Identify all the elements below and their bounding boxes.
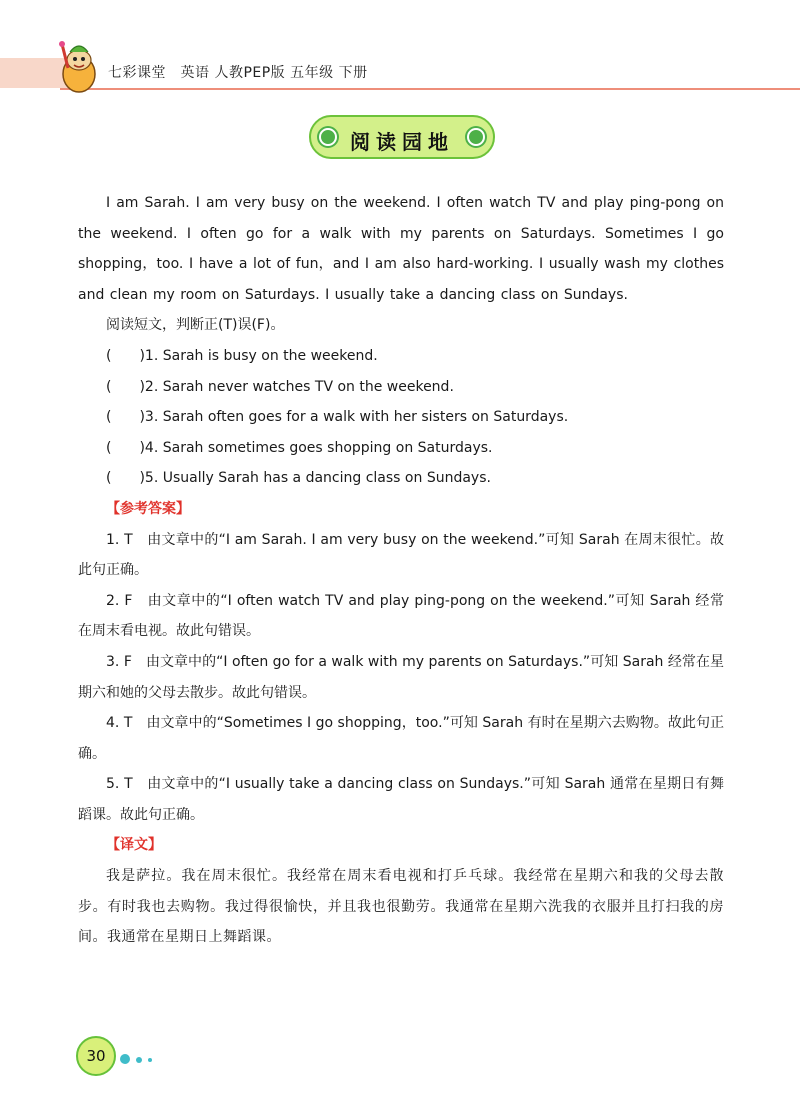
section-title: 阅读园地 <box>350 130 454 154</box>
answer-4: 4. T 由文章中的“Sometimes I go shopping，too.”可知 Sarah 有时在星期六去购物。故此句正确。 <box>78 715 724 762</box>
question-3: ( )3. Sarah often goes for a walk with her sisters on Saturdays. <box>106 409 569 426</box>
instruction: 阅读短文，判断正(T)误(F)。 <box>106 317 285 334</box>
footer-dot-icon <box>148 1058 152 1062</box>
banner-dot-right-icon <box>467 128 485 146</box>
answer-heading: 【参考答案】 <box>106 500 190 517</box>
question-4: ( )4. Sarah sometimes goes shopping on Saturdays. <box>106 439 493 456</box>
main-content <box>78 188 724 953</box>
question-2: ( )2. Sarah never watches TV on the weekend. <box>106 378 454 395</box>
header-title: 七彩课堂 英语 人教PEP版 五年级 下册 <box>108 65 368 81</box>
section-banner <box>309 115 495 159</box>
footer-dot-icon <box>136 1057 142 1063</box>
footer-dot-icon <box>120 1054 130 1064</box>
answer-2: 2. F 由文章中的“I often watch TV and play ping-pong on the weekend.”可知 Sarah 经常在周末看电视。故此句错误。 <box>78 592 724 640</box>
question-5: ( )5. Usually Sarah has a dancing class on Sundays. <box>106 470 491 487</box>
page-number: 30 <box>76 1036 116 1076</box>
translation-heading: 【译文】 <box>106 837 162 854</box>
mascot-icon <box>54 38 104 96</box>
header-rule <box>60 88 800 90</box>
reading-passage: I am Sarah. I am very busy on the weekend. I often watch TV and play ping-pong on the weekend. I often go for a walk with my parents on Saturdays. Sometimes I go shopping，too. I have a lot of fun，and I am also hard-working. I usually wash my clothes and clean my room on Saturdays. I usually take a dancing class on Sundays. <box>78 195 724 303</box>
answer-5: 5. T 由文章中的“I usually take a dancing class on Sundays.”可知 Sarah 通常在星期日有舞蹈课。故此句正确。 <box>78 776 724 823</box>
translation-text: 我是萨拉。我在周末很忙。我经常在周末看电视和打乒乓球。我经常在星期六和我的父母去散步。有时我也去购物。我过得很愉快，并且我也很勤劳。我通常在星期六洗我的衣服并且打扫我的房间。我通常在星期日上舞蹈课。 <box>78 868 724 946</box>
answer-1: 1. T 由文章中的“I am Sarah. I am very busy on the weekend.”可知 Sarah 在周末很忙。故此句正确。 <box>78 531 724 579</box>
answer-3: 3. F 由文章中的“I often go for a walk with my parents on Saturdays.”可知 Sarah 经常在星期六和她的父母去散步。故此句错误。 <box>78 653 724 701</box>
question-1: ( )1. Sarah is busy on the weekend. <box>106 347 378 364</box>
